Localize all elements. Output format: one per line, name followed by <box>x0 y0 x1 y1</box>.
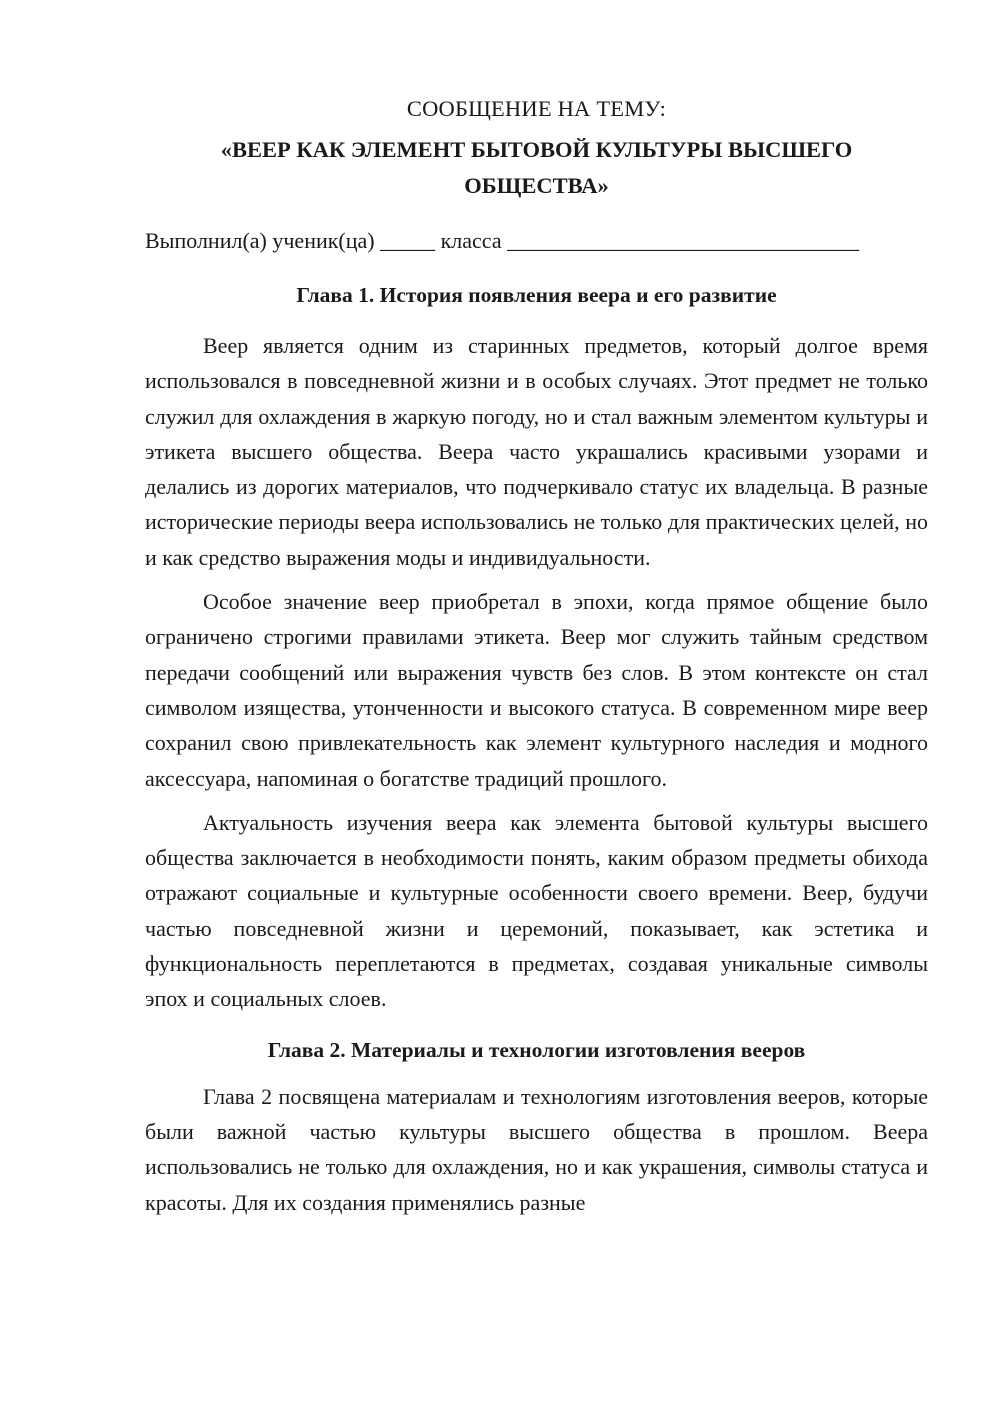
author-line: Выполнил(а) ученик(ца) _____ класса ________________________________ <box>145 228 860 253</box>
chapter-1-paragraph-3: Актуальность изучения веера как элемента бытовой культуры высшего общества заключается в необходимости понять, каким образом предметы обихода отражают социальные и культурные особенности своего времени. Веер, будучи частью повседневной жизни и церемоний, показывает, как эстетика и функциональность переплетаются в предметах, создавая уникальные символы эпох и социальных слоев. <box>145 809 928 1012</box>
document-title: «ВЕЕР КАК ЭЛЕМЕНТ БЫТОВОЙ КУЛЬТУРЫ ВЫСШЕГО ОБЩЕСТВА» <box>220 137 853 198</box>
document-page <box>145 92 928 1220</box>
chapter-1-paragraph-1: Веер является одним из старинных предметов, который долгое время использовался в повседневной жизни и в особых случаях. Этот предмет не только служил для охлаждения в жаркую погоду, но и стал важным элементом культуры и этикета высшего общества. Веера часто украшались красивыми узорами и делались из дорогих материалов, что подчеркивало статус их владельца. В разные исторические периоды веера использовались не только для практических целей, но и как средство выражения моды и индивидуальности. <box>145 333 928 570</box>
chapter-1-paragraph-2: Особое значение веер приобретал в эпохи, когда прямое общение было ограничено строгими правилами этикета. Веер мог служить тайным средством передачи сообщений или выражения чувств без слов. В этом контексте он стал символом изящества, утонченности и высокого статуса. В современном мире веер сохранил свою привлекательность как элемент культурного наследия и модного аксессуара, напоминая о богатстве традиций прошлого. <box>145 589 928 791</box>
chapter-2-paragraph-1: Глава 2 посвящена материалам и технологиям изготовления вееров, которые были важной частью культуры высшего общества в прошлом. Веера использовались не только для охлаждения, но и как украшения, символы статуса и красоты. Для их создания применялись разные <box>145 1083 928 1215</box>
chapter-1-heading: Глава 1. История появления веера и его развитие <box>296 283 777 307</box>
chapter-2-heading: Глава 2. Материалы и технологии изготовления вееров <box>267 1037 806 1062</box>
document-header: СООБЩЕНИЕ НА ТЕМУ: <box>406 96 667 121</box>
